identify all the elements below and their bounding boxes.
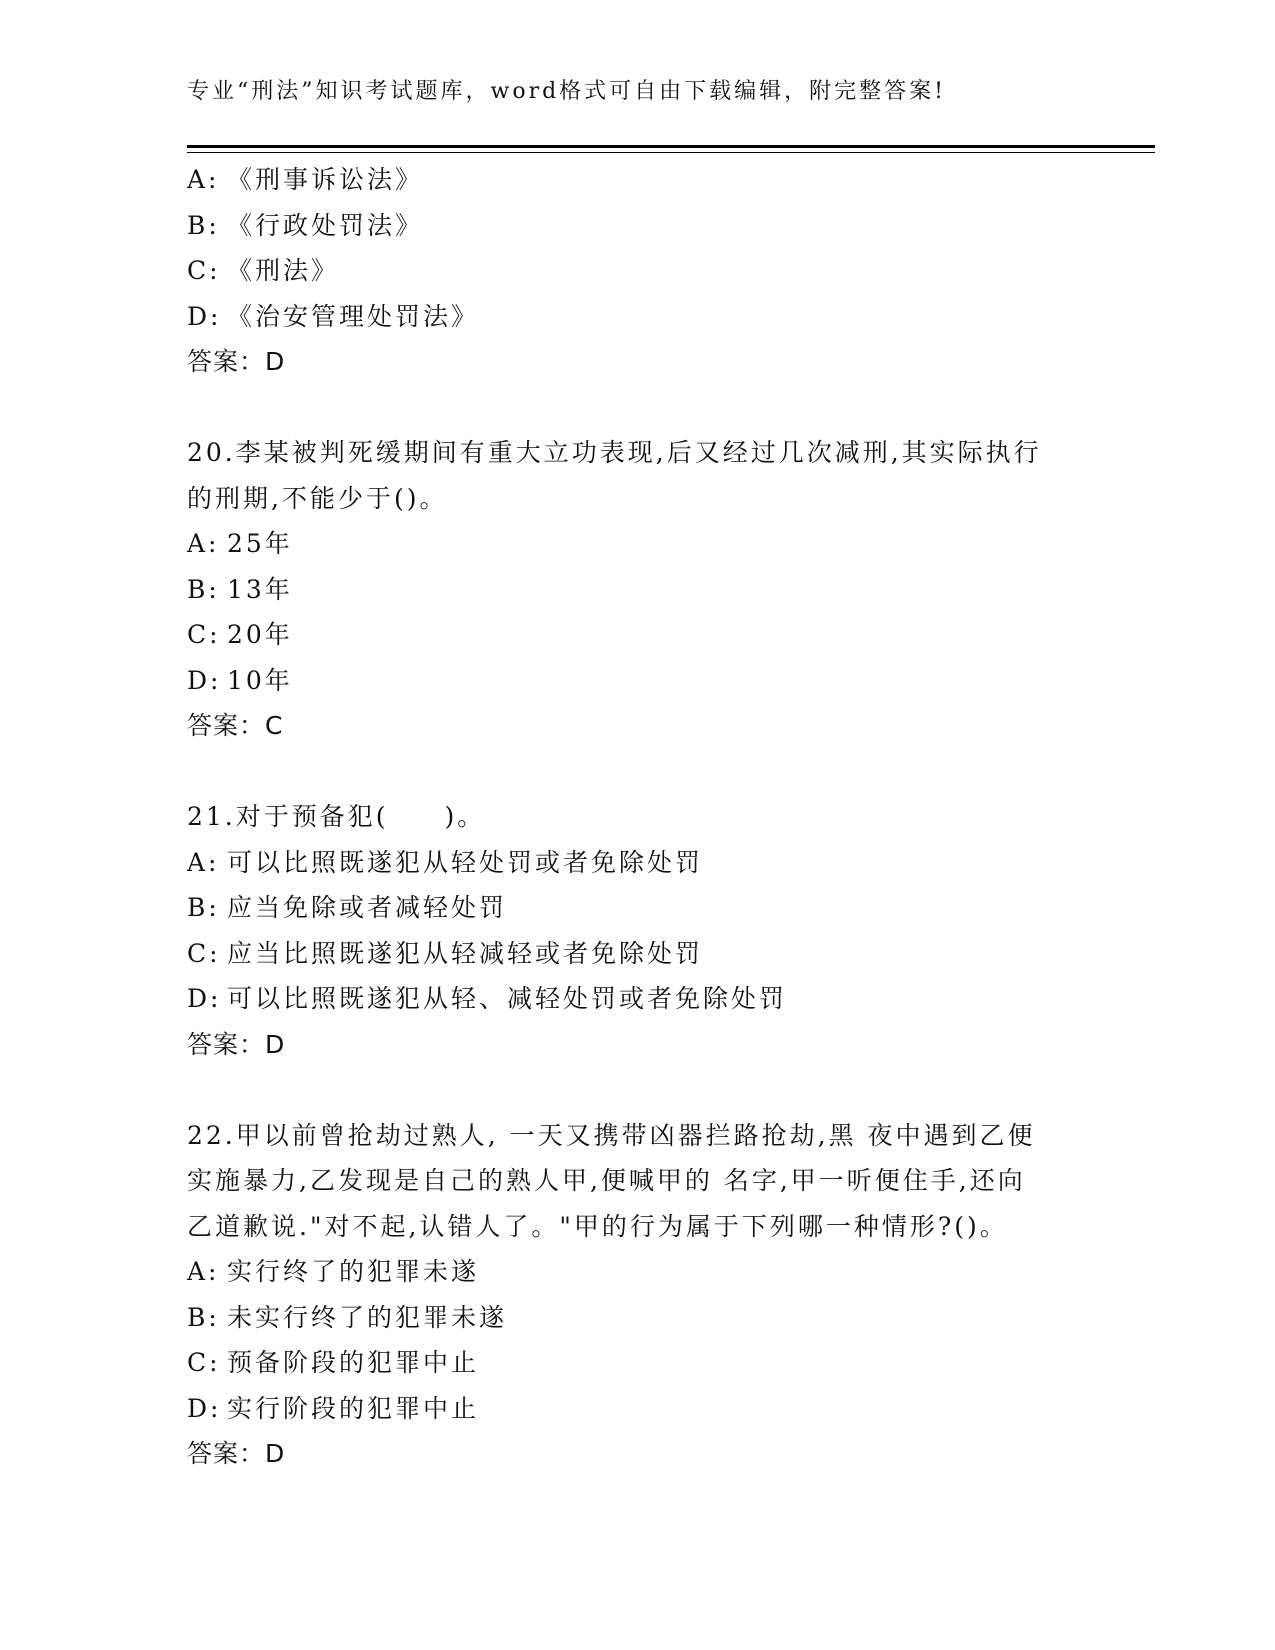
answer: 答案：D (187, 1029, 286, 1059)
option-b (187, 1295, 1087, 1341)
spacer (187, 1067, 1087, 1113)
question-22 (187, 1113, 1087, 1477)
answer: 答案：D (187, 1439, 286, 1468)
option-text: 10年 (227, 665, 293, 695)
option-c (187, 248, 1087, 294)
option-letter: B: (187, 893, 220, 922)
option-text: 13年 (227, 574, 293, 604)
option-text: 25年 (227, 529, 293, 558)
option-text: 《治安管理处罚法》 (227, 301, 480, 331)
option-letter: B: (187, 574, 220, 604)
option-d (187, 1386, 1087, 1432)
option-letter: D: (187, 1393, 222, 1423)
question-stem: 实施暴力,乙发现是自己的熟人甲,便喊甲的 名字,甲一听便住手,还向 (187, 1166, 1026, 1195)
option-letter: C: (187, 256, 221, 285)
question-stem: 22.甲以前曾抢劫过熟人, 一天又携带凶器拦路抢劫,黑 夜中遇到乙便 (187, 1120, 1036, 1150)
option-b (187, 885, 1087, 931)
option-letter: C: (187, 938, 221, 968)
option-text: 未实行终了的犯罪未遂 (227, 1302, 508, 1332)
option-a (187, 840, 1087, 886)
option-c (187, 1340, 1087, 1386)
spacer (187, 385, 1087, 431)
question-19 (187, 157, 1087, 385)
option-text: 20年 (227, 620, 293, 649)
option-text: 应当免除或者减轻处罚 (227, 893, 508, 922)
page-header: 专业“刑法”知识考试题库，word格式可自由下载编辑，附完整答案! (187, 79, 947, 104)
question-stem: 的刑期,不能少于()。 (187, 483, 448, 513)
header-divider-thin (187, 152, 1155, 153)
option-text: 可以比照既遂犯从轻、减轻处罚或者免除处罚 (227, 984, 788, 1013)
option-text: 《刑法》 (227, 256, 340, 285)
question-stem: 乙道歉说."对不起,认错人了。"甲的行为属于下列哪一种情形?()。 (187, 1211, 1008, 1241)
option-d (187, 658, 1087, 704)
option-letter: D: (187, 301, 222, 331)
option-letter: D: (187, 984, 222, 1013)
option-letter: A: (187, 1257, 220, 1286)
option-d (187, 294, 1087, 340)
answer: 答案：D (187, 347, 286, 376)
option-letter: C: (187, 1348, 221, 1377)
option-text: 预备阶段的犯罪中止 (227, 1348, 480, 1377)
question-21 (187, 794, 1087, 1067)
question-stem: 21.对于预备犯( )。 (187, 802, 486, 831)
option-c (187, 931, 1087, 977)
option-letter: A: (187, 529, 220, 558)
option-letter: D: (187, 665, 222, 695)
option-text: 可以比照既遂犯从轻处罚或者免除处罚 (227, 847, 704, 877)
option-a (187, 1249, 1087, 1295)
answer: 答案：C (187, 711, 284, 740)
option-b (187, 203, 1087, 249)
option-text: 应当比照既遂犯从轻减轻或者免除处罚 (227, 938, 704, 968)
question-stem: 20.李某被判死缓期间有重大立功表现,后又经过几次减刑,其实际执行 (187, 438, 1042, 467)
option-d (187, 976, 1087, 1022)
option-letter: B: (187, 210, 220, 240)
option-text: 实行阶段的犯罪中止 (227, 1393, 480, 1423)
option-letter: A: (187, 165, 220, 194)
option-letter: A: (187, 847, 220, 877)
question-list (187, 157, 1087, 1477)
option-a (187, 157, 1087, 203)
option-text: 《行政处罚法》 (227, 210, 424, 240)
header-divider-thick (187, 145, 1155, 148)
option-b (187, 567, 1087, 613)
option-letter: B: (187, 1302, 220, 1332)
spacer (187, 749, 1087, 795)
option-text: 《刑事诉讼法》 (227, 165, 424, 194)
option-c (187, 612, 1087, 658)
option-a (187, 521, 1087, 567)
option-letter: C: (187, 620, 221, 649)
question-20 (187, 430, 1087, 749)
option-text: 实行终了的犯罪未遂 (227, 1257, 480, 1286)
